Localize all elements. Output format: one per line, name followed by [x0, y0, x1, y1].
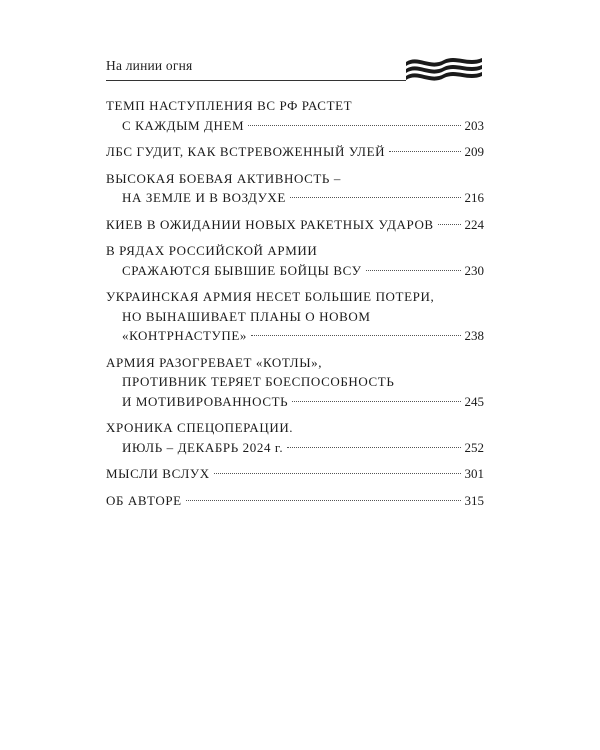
toc-entry — [106, 96, 484, 135]
toc-page-number: 216 — [464, 190, 484, 205]
dot-leader — [290, 197, 461, 198]
toc-entry-line — [106, 392, 484, 412]
dot-leader — [287, 447, 460, 448]
toc-page-number: 315 — [464, 492, 484, 508]
toc-entry-line — [106, 116, 484, 136]
toc-entry-title: ЛБС ГУДИТ, КАК ВСТРЕВОЖЕННЫЙ УЛЕЙ — [106, 144, 386, 159]
toc-entry — [106, 491, 484, 511]
toc-entry — [106, 353, 484, 412]
dot-leader — [186, 500, 461, 501]
toc-entry — [106, 464, 484, 484]
toc-entry-line — [106, 326, 484, 346]
toc-entry-line — [106, 491, 484, 511]
toc-entry — [106, 169, 484, 208]
toc-entry-line — [106, 287, 484, 307]
running-header-title: На линии огня — [106, 58, 193, 73]
toc-page-number: 209 — [464, 144, 484, 159]
toc-page-number: 252 — [464, 439, 484, 455]
dot-leader — [248, 125, 460, 126]
toc-entry-line — [106, 372, 484, 392]
header-rule — [106, 80, 406, 81]
toc-entry-line — [106, 261, 484, 281]
toc-entry — [106, 142, 484, 162]
toc-entry-line — [106, 307, 484, 327]
running-header — [106, 52, 486, 88]
toc-entry-title: И МОТИВИРОВАННОСТЬ — [122, 393, 289, 409]
toc-entry-title: ОБ АВТОРЕ — [106, 492, 182, 508]
dot-leader — [251, 335, 461, 336]
toc-entry-title: ХРОНИКА СПЕЦОПЕРАЦИИ. — [106, 420, 294, 435]
toc-entry-title: АРМИЯ РАЗОГРЕВАЕТ «КОТЛЫ», — [106, 354, 323, 370]
toc-entry-line — [106, 96, 484, 116]
toc-page-number: 238 — [464, 328, 484, 343]
table-of-contents — [106, 96, 484, 517]
toc-entry-title: ТЕМП НАСТУПЛЕНИЯ ВС РФ РАСТЕТ — [106, 98, 353, 113]
ribbon-emblem-icon — [404, 52, 484, 88]
toc-entry-line — [106, 169, 484, 189]
toc-entry-title: ИЮЛЬ – ДЕКАБРЬ 2024 г. — [122, 439, 284, 455]
toc-entry-title: КИЕВ В ОЖИДАНИИ НОВЫХ РАКЕТНЫХ УДАРОВ — [106, 216, 434, 232]
toc-page-number: 245 — [464, 393, 484, 409]
toc-entry-title: С КАЖДЫМ ДНЕМ — [122, 117, 245, 133]
toc-entry-line — [106, 418, 484, 438]
dot-leader — [389, 151, 460, 152]
dot-leader — [438, 224, 461, 225]
toc-entry-title: В РЯДАХ РОССИЙСКОЙ АРМИИ — [106, 243, 318, 258]
toc-entry-title: УКРАИНСКАЯ АРМИЯ НЕСЕТ БОЛЬШИЕ ПОТЕРИ, — [106, 289, 435, 304]
toc-entry-line — [106, 353, 484, 373]
toc-entry-line — [106, 215, 484, 235]
toc-entry — [106, 215, 484, 235]
toc-page-number: 203 — [464, 117, 484, 133]
toc-entry — [106, 287, 484, 346]
toc-entry-title: НО ВЫНАШИВАЕТ ПЛАНЫ О НОВОМ — [122, 308, 371, 324]
dot-leader — [366, 270, 461, 271]
toc-entry-title: ПРОТИВНИК ТЕРЯЕТ БОЕСПОСОБНОСТЬ — [122, 374, 395, 389]
toc-entry — [106, 418, 484, 457]
dot-leader — [214, 473, 461, 474]
toc-page-number: 230 — [464, 262, 484, 278]
toc-entry-line — [106, 464, 484, 484]
toc-entry-title: НА ЗЕМЛЕ И В ВОЗДУХЕ — [122, 190, 286, 205]
toc-entry-line — [106, 438, 484, 458]
toc-entry-title: «КОНТРНАСТУПЕ» — [122, 328, 247, 343]
toc-entry-title: МЫСЛИ ВСЛУХ — [106, 466, 210, 481]
toc-entry-title: ВЫСОКАЯ БОЕВАЯ АКТИВНОСТЬ – — [106, 170, 341, 186]
toc-entry-line — [106, 142, 484, 162]
toc-page-number: 224 — [464, 216, 484, 232]
toc-entry-line — [106, 241, 484, 261]
toc-entry — [106, 241, 484, 280]
toc-page-number: 301 — [464, 466, 484, 481]
toc-entry-title: СРАЖАЮТСЯ БЫВШИЕ БОЙЦЫ ВСУ — [122, 262, 362, 278]
toc-entry-line — [106, 188, 484, 208]
dot-leader — [292, 401, 460, 402]
